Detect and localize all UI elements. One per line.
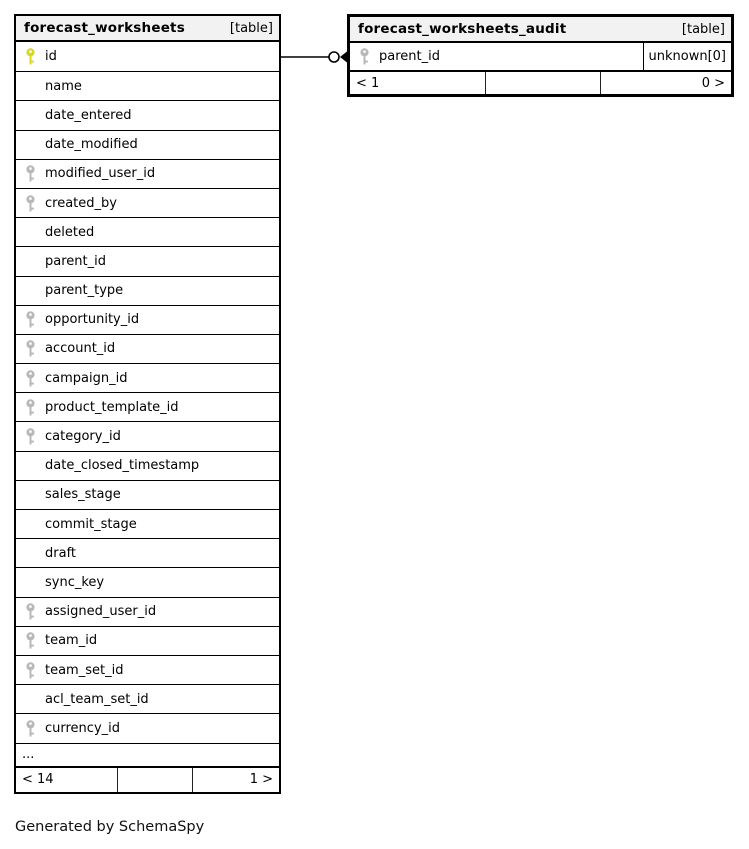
table-header xyxy=(16,16,279,42)
column-row xyxy=(16,480,279,509)
column-row xyxy=(16,684,279,713)
relationship-arrowhead xyxy=(340,52,347,63)
column-name: category_id xyxy=(45,429,121,445)
column-name: parent_type xyxy=(45,283,124,299)
column-row xyxy=(16,130,279,159)
column-name: deleted xyxy=(45,224,95,240)
column-row xyxy=(16,71,279,100)
column-row xyxy=(16,188,279,217)
column-name: product_template_id xyxy=(45,399,179,415)
column-name: parent_id xyxy=(45,253,106,269)
column-list xyxy=(16,42,279,743)
column-name: commit_stage xyxy=(45,516,137,532)
relationship-zero-marker xyxy=(329,52,339,62)
column-name: team_id xyxy=(45,633,98,649)
column-name: assigned_user_id xyxy=(45,604,157,620)
column-annotation: unknown[0] xyxy=(643,43,732,70)
column-row xyxy=(16,42,279,71)
table-type-label: [table] xyxy=(229,20,273,36)
outgoing-relations-count: 1 > xyxy=(192,768,279,792)
foreign-key-icon xyxy=(25,720,36,737)
foreign-key-icon xyxy=(359,48,370,65)
table-title: forecast_worksheets_audit xyxy=(358,21,567,37)
column-row xyxy=(16,538,279,567)
column-name: team_set_id xyxy=(45,662,124,678)
table-stats-footer xyxy=(350,70,731,94)
column-name: modified_user_id xyxy=(45,166,156,182)
column-name: acl_team_set_id xyxy=(45,691,149,707)
column-name: account_id xyxy=(45,341,116,357)
column-name: date_closed_timestamp xyxy=(45,458,200,474)
column-name: name xyxy=(45,78,82,94)
column-name: parent_id xyxy=(379,49,440,64)
column-name: currency_id xyxy=(45,720,121,736)
column-row xyxy=(16,597,279,626)
foreign-key-icon xyxy=(25,340,36,357)
column-row xyxy=(350,43,731,70)
column-row xyxy=(16,159,279,188)
column-row xyxy=(16,305,279,334)
column-name: campaign_id xyxy=(45,370,128,386)
column-row xyxy=(16,246,279,275)
column-row xyxy=(16,713,279,742)
column-name: opportunity_id xyxy=(45,312,140,328)
column-row xyxy=(16,217,279,246)
column-row xyxy=(16,655,279,684)
hidden-columns-ellipsis: ... xyxy=(16,743,279,766)
column-row xyxy=(16,100,279,129)
outgoing-relations-count: 0 > xyxy=(600,72,731,94)
column-name: draft xyxy=(45,545,77,561)
table-node-forecast-worksheets[interactable] xyxy=(14,14,281,794)
incoming-relations-count: < 1 xyxy=(356,75,380,91)
table-title: forecast_worksheets xyxy=(24,20,185,36)
column-name: sales_stage xyxy=(45,487,121,503)
column-name: date_modified xyxy=(45,137,138,153)
foreign-key-icon xyxy=(25,165,36,182)
foreign-key-icon xyxy=(25,311,36,328)
foreign-key-icon xyxy=(25,195,36,212)
column-row xyxy=(16,509,279,538)
primary-key-icon xyxy=(25,48,36,65)
column-name: sync_key xyxy=(45,574,105,590)
foreign-key-icon xyxy=(25,662,36,679)
column-list xyxy=(350,43,731,70)
foreign-key-icon xyxy=(25,370,36,387)
column-name: created_by xyxy=(45,195,117,211)
table-header xyxy=(350,17,731,43)
column-row xyxy=(16,334,279,363)
foreign-key-icon xyxy=(25,428,36,445)
incoming-relations-count: < 14 xyxy=(22,772,54,787)
column-name: date_entered xyxy=(45,107,132,123)
footer-middle-cell xyxy=(485,72,600,94)
foreign-key-icon xyxy=(25,399,36,416)
table-type-label: [table] xyxy=(681,21,725,37)
column-row xyxy=(16,276,279,305)
generated-by-note: Generated by SchemaSpy xyxy=(15,819,205,835)
column-row xyxy=(16,626,279,655)
footer-middle-cell xyxy=(117,768,192,792)
column-row xyxy=(16,567,279,596)
column-row xyxy=(16,392,279,421)
foreign-key-icon xyxy=(25,632,36,649)
foreign-key-icon xyxy=(25,603,36,620)
column-row xyxy=(16,451,279,480)
table-stats-footer xyxy=(16,766,279,792)
column-row xyxy=(16,421,279,450)
column-name: id xyxy=(45,49,57,65)
table-node-forecast-worksheets-audit[interactable] xyxy=(347,14,734,97)
column-row xyxy=(16,363,279,392)
